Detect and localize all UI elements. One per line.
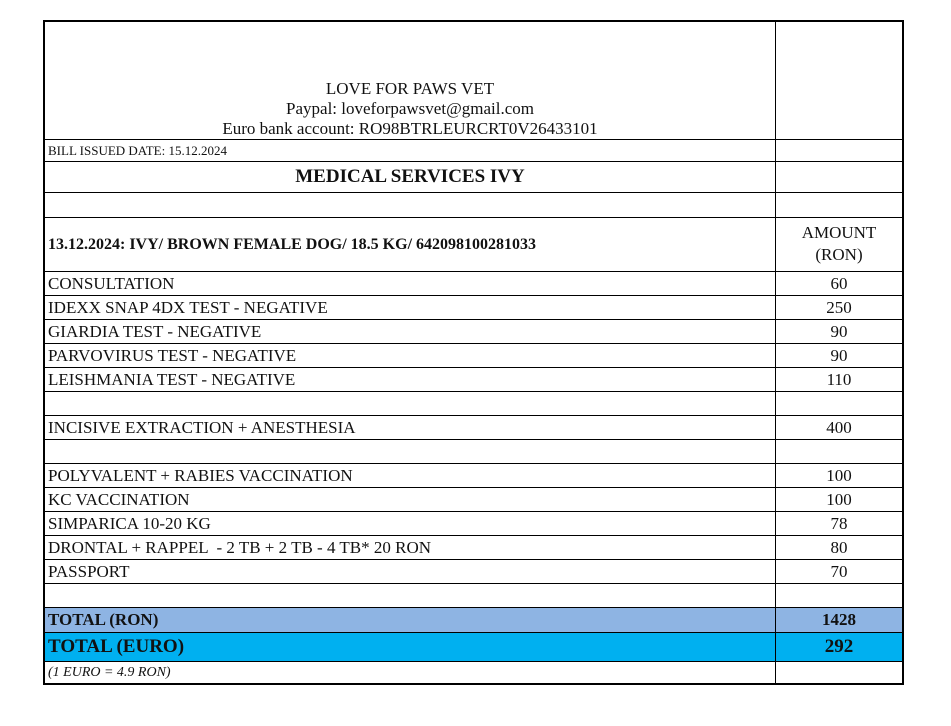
paypal-line: Paypal: loveforpawsvet@gmail.com [286, 98, 534, 118]
item-desc: KC VACCINATION [44, 487, 776, 511]
table-row [44, 367, 903, 391]
bill-issued-date: BILL ISSUED DATE: 15.12.2024 [44, 139, 776, 161]
item-desc: LEISHMANIA TEST - NEGATIVE [44, 367, 776, 391]
header-row [44, 21, 903, 139]
table-row [44, 319, 903, 343]
bill-table [43, 20, 904, 685]
amount-column-header: AMOUNT (RON) [776, 217, 904, 271]
table-row [44, 295, 903, 319]
exchange-rate-note: (1 EURO = 4.9 RON) [44, 661, 776, 684]
spacer-row [44, 192, 903, 217]
table-row [44, 535, 903, 559]
total-euro-row [44, 632, 903, 661]
table-row [44, 415, 903, 439]
item-desc: CONSULTATION [44, 271, 776, 295]
table-row [44, 487, 903, 511]
item-desc: POLYVALENT + RABIES VACCINATION [44, 463, 776, 487]
patient-line: 13.12.2024: IVY/ BROWN FEMALE DOG/ 18.5 KG/ 642098100281033 [44, 217, 776, 271]
item-desc: PARVOVIRUS TEST - NEGATIVE [44, 343, 776, 367]
patient-row [44, 217, 903, 271]
total-euro-label: TOTAL (EURO) [44, 632, 776, 661]
total-euro-value: 292 [776, 632, 904, 661]
item-amount: 110 [776, 367, 904, 391]
table-row [44, 559, 903, 583]
total-ron-row [44, 607, 903, 632]
item-amount: 400 [776, 415, 904, 439]
total-ron-value: 1428 [776, 607, 904, 632]
item-desc: SIMPARICA 10-20 KG [44, 511, 776, 535]
document-title: MEDICAL SERVICES IVY [44, 161, 776, 192]
item-amount: 60 [776, 271, 904, 295]
title-row [44, 161, 903, 192]
item-amount: 250 [776, 295, 904, 319]
item-amount: 90 [776, 343, 904, 367]
clinic-header [44, 21, 776, 139]
item-amount: 100 [776, 487, 904, 511]
item-desc: IDEXX SNAP 4DX TEST - NEGATIVE [44, 295, 776, 319]
item-desc: PASSPORT [44, 559, 776, 583]
empty-cell [776, 139, 904, 161]
date-row [44, 139, 903, 161]
spacer-row [44, 439, 903, 463]
item-amount: 80 [776, 535, 904, 559]
item-amount: 90 [776, 319, 904, 343]
item-amount: 70 [776, 559, 904, 583]
spacer-row [44, 583, 903, 607]
item-desc: INCISIVE EXTRACTION + ANESTHESIA [44, 415, 776, 439]
empty-cell [776, 161, 904, 192]
item-desc: GIARDIA TEST - NEGATIVE [44, 319, 776, 343]
spacer-row [44, 391, 903, 415]
item-amount: 78 [776, 511, 904, 535]
clinic-name: LOVE FOR PAWS VET [325, 78, 495, 98]
table-row [44, 463, 903, 487]
note-row [44, 661, 903, 684]
table-row [44, 343, 903, 367]
table-row [44, 271, 903, 295]
item-desc: DRONTAL + RAPPEL - 2 TB + 2 TB - 4 TB* 20 RON [44, 535, 776, 559]
bank-account-line: Euro bank account: RO98BTRLEURCRT0V26433101 [222, 118, 598, 138]
empty-cell [776, 21, 904, 139]
item-amount: 100 [776, 463, 904, 487]
total-ron-label: TOTAL (RON) [44, 607, 776, 632]
table-row [44, 511, 903, 535]
empty-cell [776, 661, 904, 684]
